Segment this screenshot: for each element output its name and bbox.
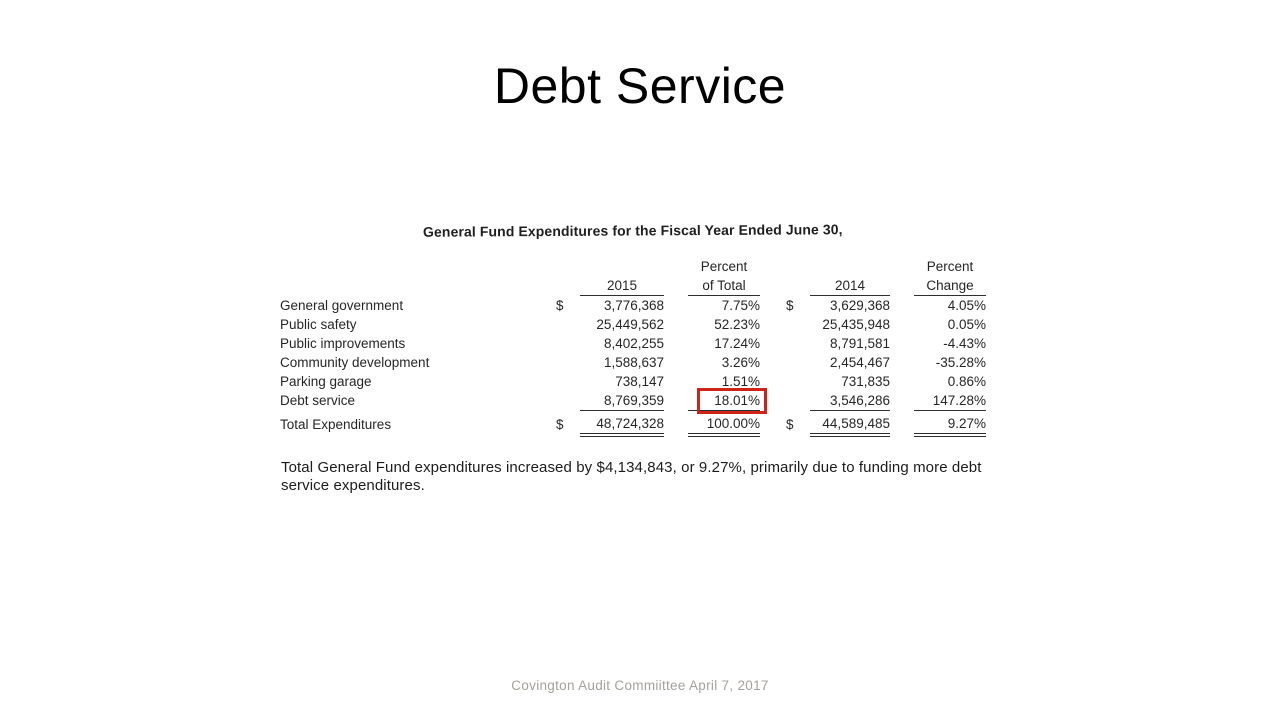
cell-2015: 738,147 <box>615 374 664 389</box>
cell-2014: 731,835 <box>841 374 890 389</box>
row-label: Public improvements <box>280 336 406 351</box>
cell-2014: 3,629,368 <box>829 298 890 313</box>
cell-2014: 44,589,485 <box>810 411 890 436</box>
footer-text: Covington Audit Commiittee April 7, 2017 <box>511 678 769 693</box>
cell-2015: 8,769,359 <box>580 391 664 411</box>
scanned-exhibit <box>280 222 1000 437</box>
cell-pct-total: 7.75% <box>721 298 760 313</box>
row-label: Community development <box>280 355 430 370</box>
row-label: Public safety <box>280 317 357 332</box>
row-label: General government <box>280 297 404 313</box>
col-header-pct-change-1: Percent <box>926 259 974 274</box>
header-row-2 <box>280 276 986 296</box>
cell-pct-total: 17.24% <box>714 336 760 351</box>
col-header-pct-total-2: of Total <box>688 276 760 296</box>
col-header-pct-change-2: Change <box>914 276 986 296</box>
cell-2015: 25,449,562 <box>596 317 664 332</box>
table-row-total <box>280 411 986 436</box>
cell-pct-total-highlighted <box>688 391 760 411</box>
col-header-2015: 2015 <box>580 276 664 296</box>
table-row <box>280 334 986 353</box>
cell-2015: 3,776,368 <box>603 298 664 313</box>
cell-pct-total: 52.23% <box>714 317 760 332</box>
cell-pct-change: 4.05% <box>947 298 986 313</box>
col-header-2014: 2014 <box>810 276 890 296</box>
highlighted-value: 18.01% <box>714 393 760 408</box>
header-row-1 <box>280 257 986 276</box>
cell-pct-total: 1.51% <box>721 374 760 389</box>
cell-2014: 2,454,467 <box>829 355 890 370</box>
table-row <box>280 353 986 372</box>
table-row-debt-service <box>280 391 986 411</box>
cell-pct-change: 0.05% <box>947 317 986 332</box>
table-row <box>280 296 986 316</box>
slide-title: Debt Service <box>493 58 787 114</box>
exhibit-heading: General Fund Expenditures for the Fiscal Year Ended June 30, <box>422 221 843 240</box>
row-label: Total Expenditures <box>280 416 392 432</box>
cell-2014: 3,546,286 <box>810 391 890 411</box>
summary-note: Total General Fund expenditures increased by $4,134,843, or 9.27%, primarily due to funding more debt service expenditures. <box>281 459 982 495</box>
dollar-sign: $ <box>556 297 564 313</box>
col-header-pct-total-1: Percent <box>700 259 748 274</box>
row-label: Parking garage <box>280 374 372 389</box>
dollar-sign: $ <box>786 416 794 432</box>
cell-pct-change: 147.28% <box>914 391 986 411</box>
cell-pct-change: 9.27% <box>914 411 986 436</box>
cell-pct-change: -4.43% <box>943 336 986 351</box>
table-row <box>280 315 986 334</box>
cell-2014: 8,791,581 <box>829 336 890 351</box>
cell-2014: 25,435,948 <box>822 317 890 332</box>
dollar-sign: $ <box>786 297 794 313</box>
expenditures-table <box>280 257 986 437</box>
cell-pct-total: 100.00% <box>688 411 760 436</box>
dollar-sign: $ <box>556 416 564 432</box>
cell-2015: 8,402,255 <box>603 336 664 351</box>
table-row <box>280 372 986 391</box>
cell-2015: 48,724,328 <box>580 411 664 436</box>
cell-2015: 1,588,637 <box>603 355 664 370</box>
cell-pct-change: -35.28% <box>935 355 986 370</box>
cell-pct-total: 3.26% <box>721 355 760 370</box>
cell-pct-change: 0.86% <box>947 374 986 389</box>
row-label: Debt service <box>280 393 356 409</box>
